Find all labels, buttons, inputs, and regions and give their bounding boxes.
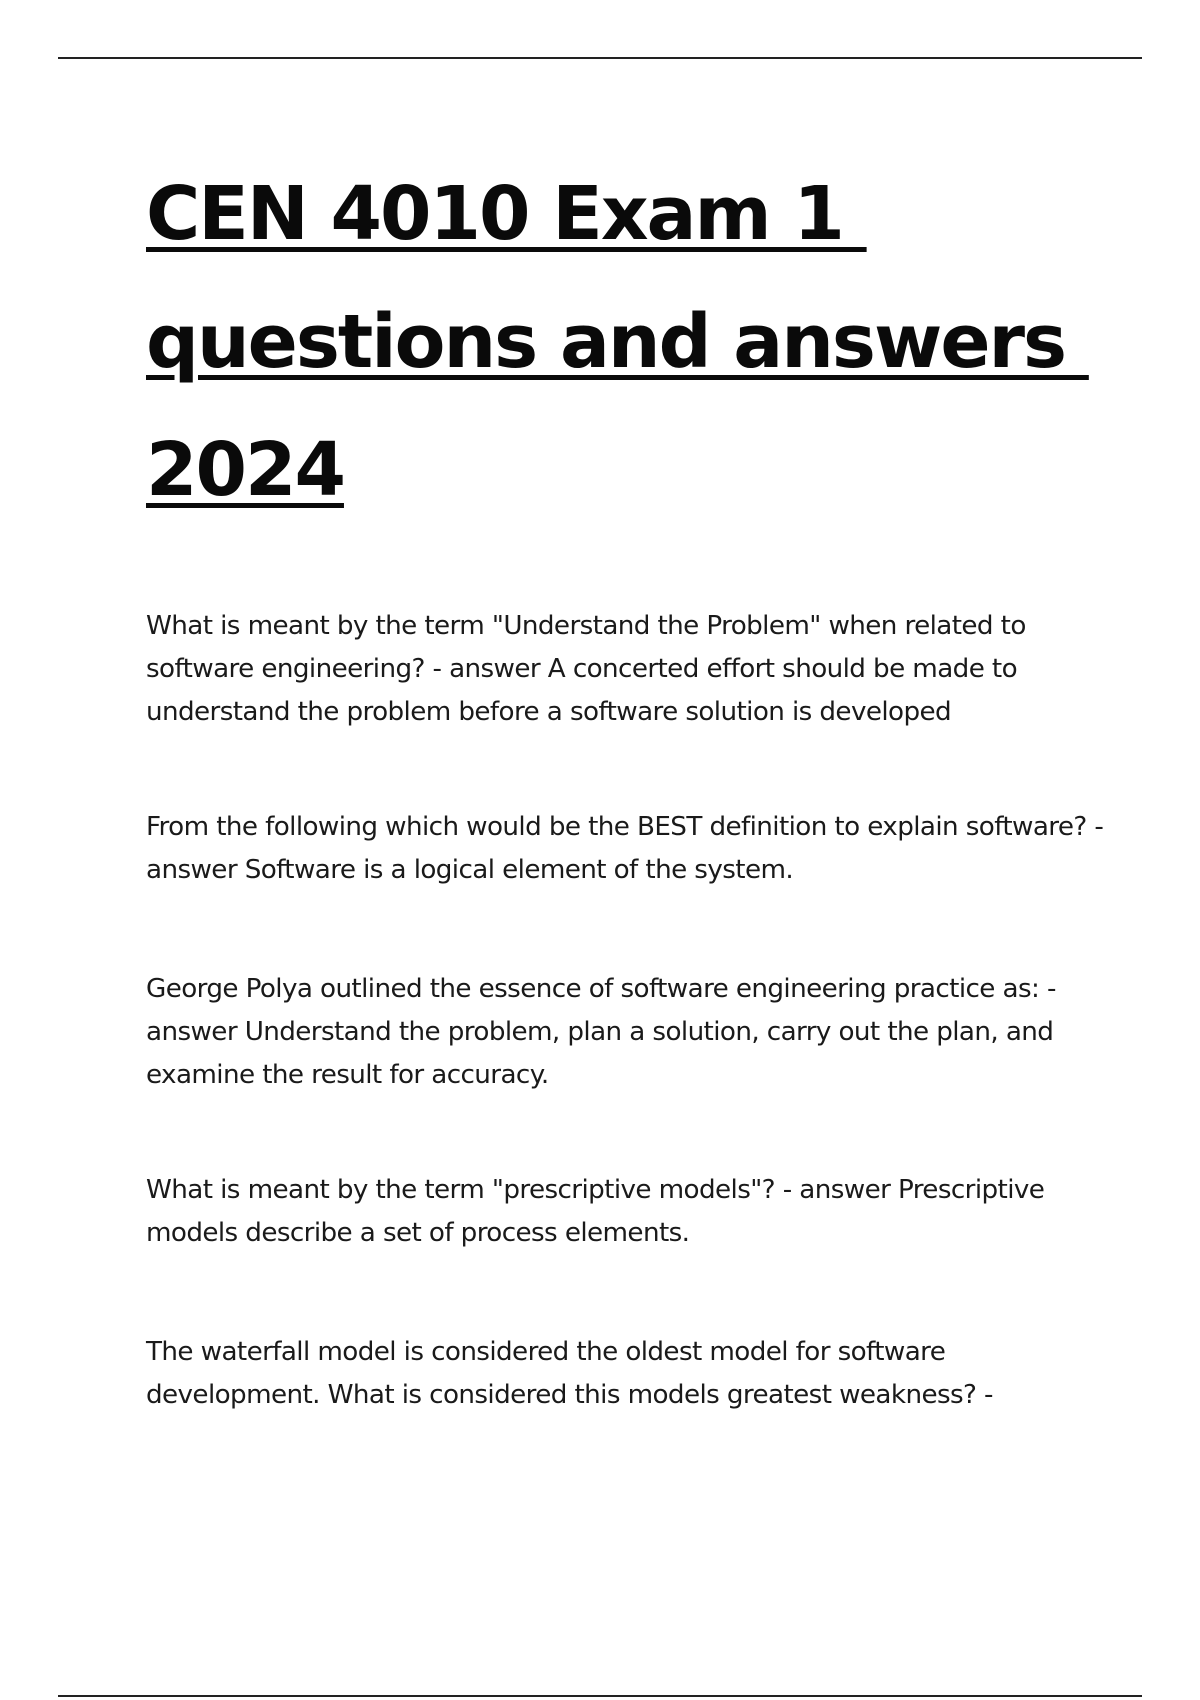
qa-item: George Polya outlined the essence of software engineering practice as: - answer Understand the problem, plan a solution, carry out the plan, and examine the result for accuracy. [146, 974, 1056, 1090]
qa-item: From the following which would be the BEST definition to explain software? - answer Software is a logical element of the system. [146, 812, 1104, 885]
top-rule [58, 57, 1142, 59]
bottom-rule [58, 1695, 1142, 1697]
title-line: 2024 [146, 427, 344, 513]
qa-item: What is meant by the term "Understand the Problem" when related to software engineering? - answer A concerted effort should be made to understand the problem before a software solution is developed [146, 611, 1026, 727]
title-line: questions and answers [146, 299, 1089, 385]
qa-item: The waterfall model is considered the oldest model for software development. What is considered this models greatest weakness? - [146, 1337, 993, 1410]
qa-list [146, 605, 1106, 1417]
title-line: CEN 4010 Exam 1 [146, 171, 867, 257]
qa-item: What is meant by the term "prescriptive models"? - answer Prescriptive models describe a set of process elements. [146, 1175, 1045, 1248]
document-title [146, 150, 1146, 534]
